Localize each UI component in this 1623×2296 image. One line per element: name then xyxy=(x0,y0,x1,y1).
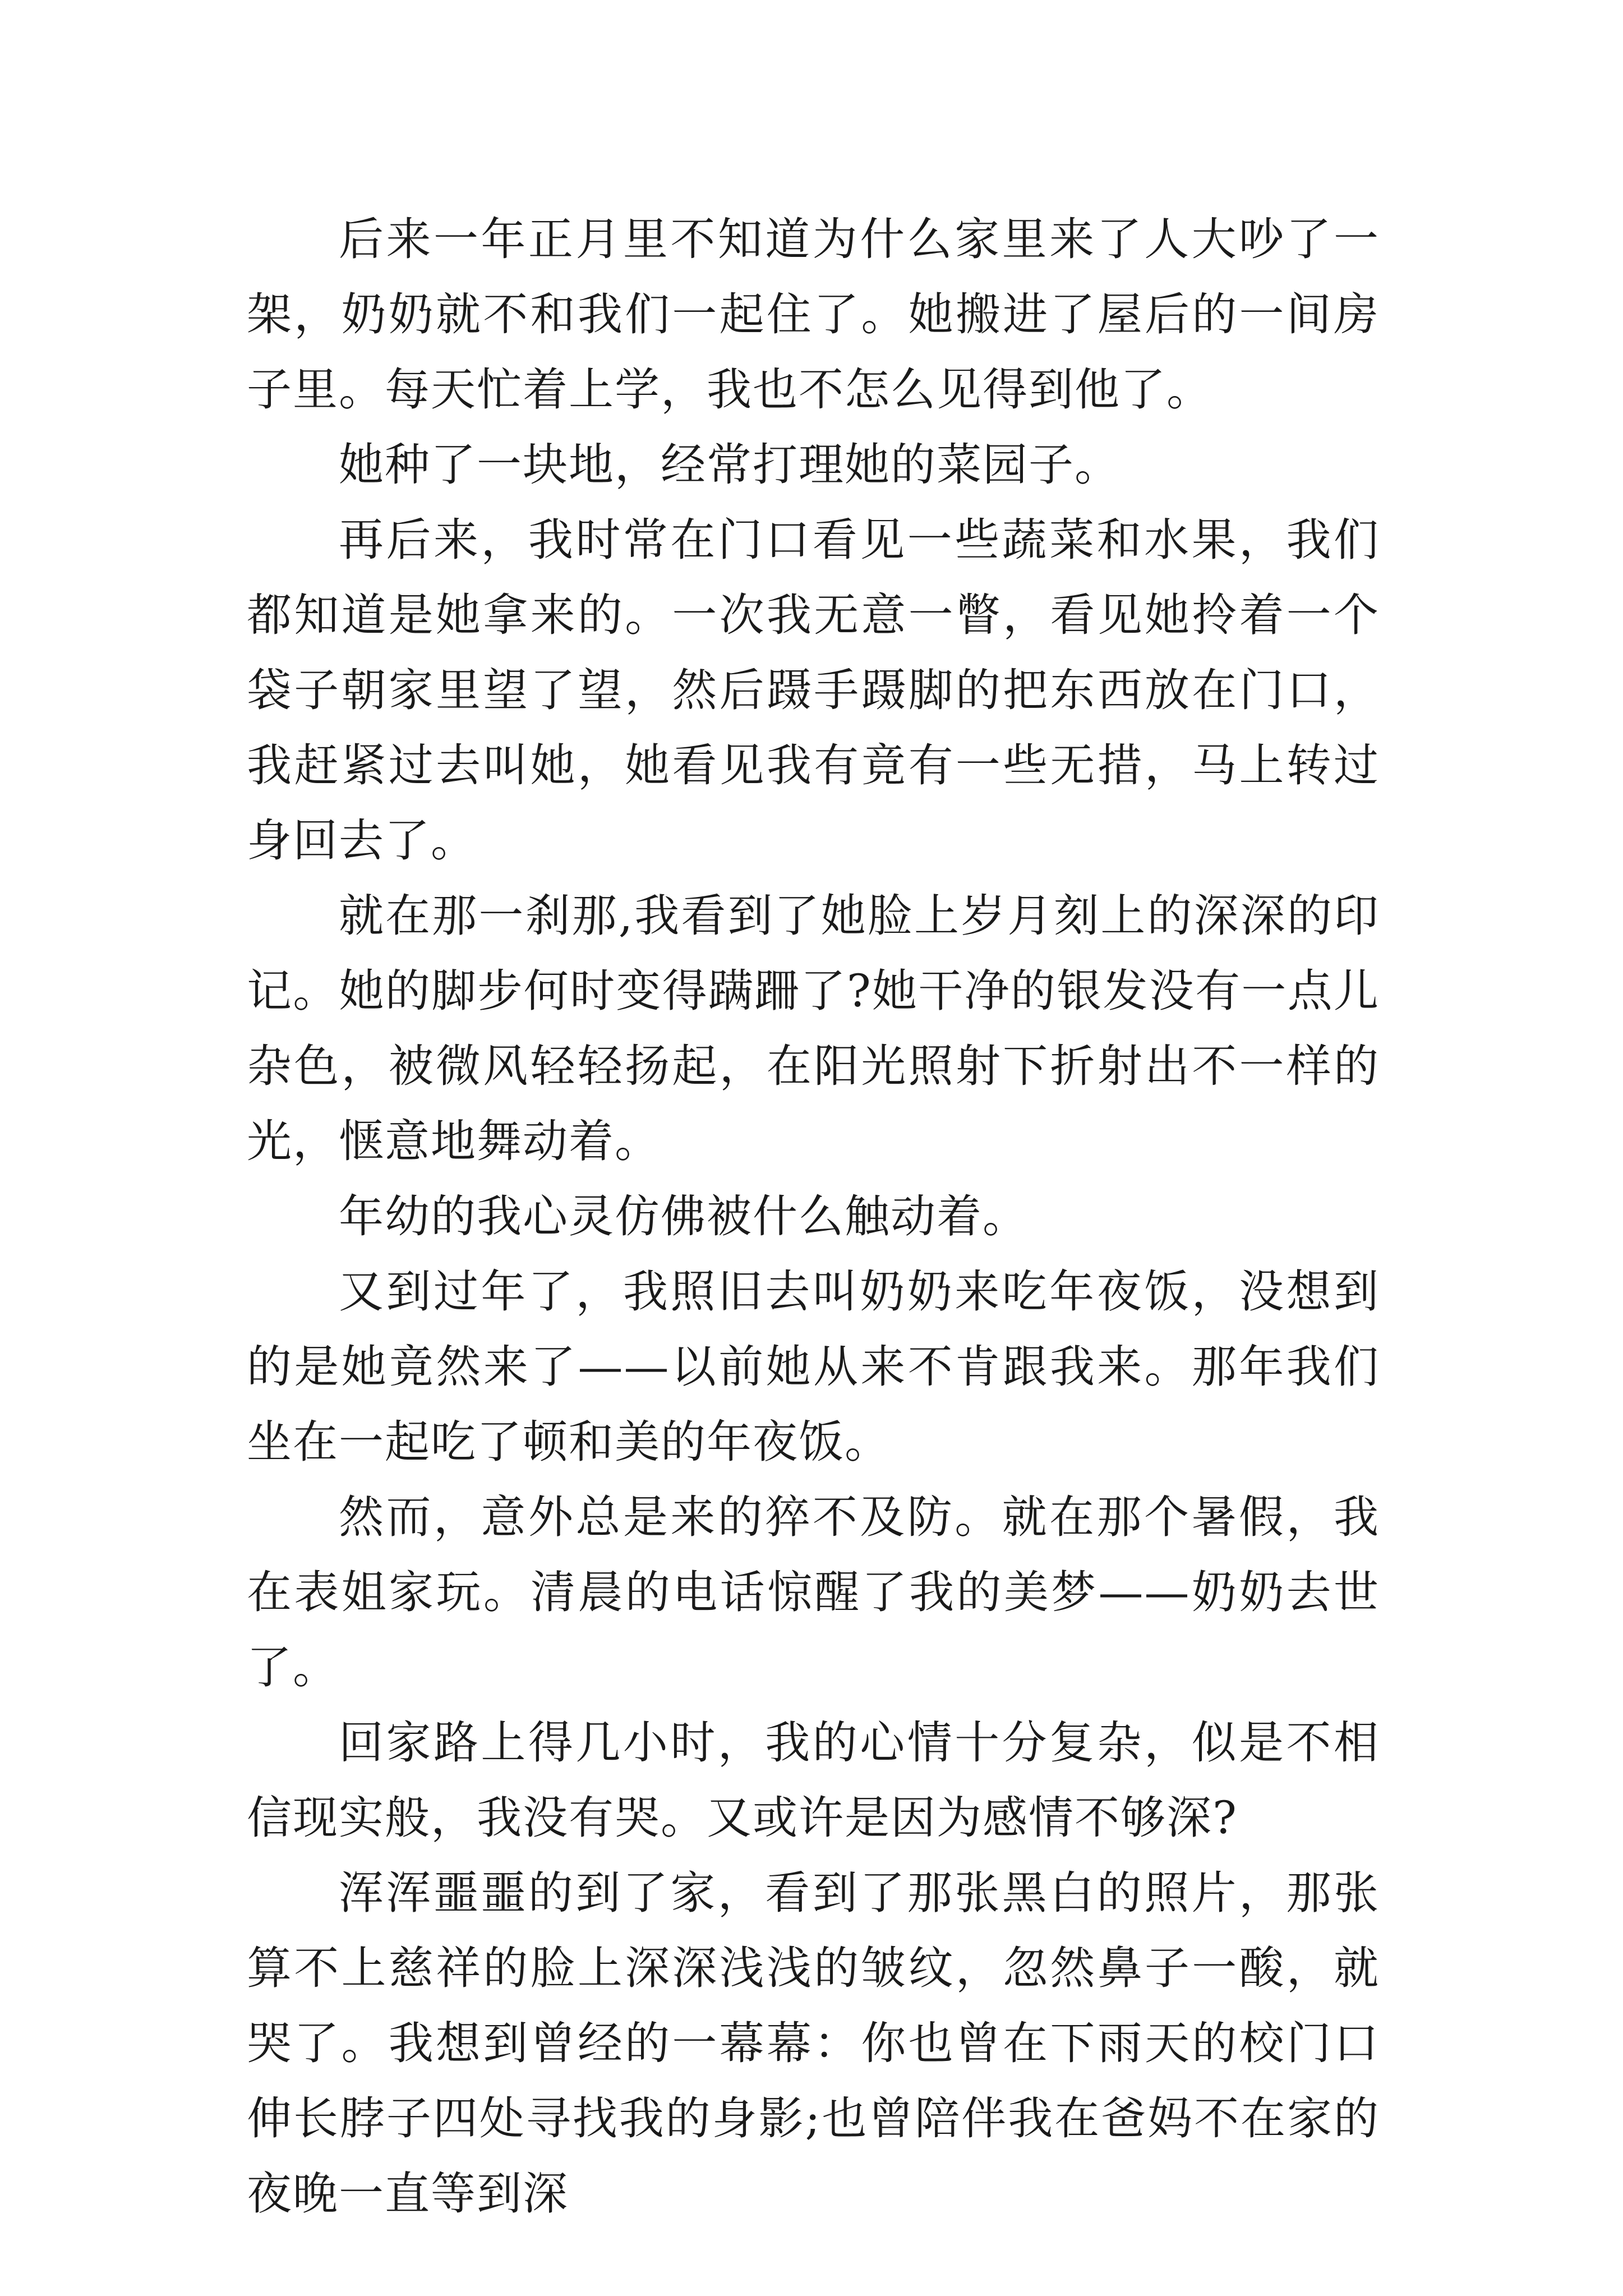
paragraph: 回家路上得几小时，我的心情十分复杂，似是不相信现实般，我没有哭。又或许是因为感情不够深? xyxy=(247,1717,1380,1844)
paragraph: 就在那一刹那,我看到了她脸上岁月刻上的深深的印记。她的脚步何时变得蹒跚了?她干净的银发没有一点儿杂色，被微风轻轻扬起，在阳光照射下折射出不一样的光，惬意地舞动着。 xyxy=(247,890,1380,1167)
paragraph: 然而，意外总是来的猝不及防。就在那个暑假，我在表姐家玩。清晨的电话惊醒了我的美梦——奶奶去世了。 xyxy=(247,1491,1380,1694)
paragraph: 又到过年了，我照旧去叫奶奶来吃年夜饭，没想到的是她竟然来了——以前她从来不肯跟我来。那年我们坐在一起吃了顿和美的年夜饭。 xyxy=(247,1266,1380,1468)
paragraph: 她种了一块地，经常打理她的菜园子。 xyxy=(339,439,1121,491)
paragraph: 再后来，我时常在门口看见一些蔬菜和水果，我们都知道是她拿来的。一次我无意一瞥，看见她拎着一个袋子朝家里望了望，然后蹑手蹑脚的把东西放在门口，我赶紧过去叫她，她看见我有竟有一些无措，马上转过身回去了。 xyxy=(247,514,1380,867)
document-body xyxy=(247,202,1380,2231)
paragraph: 年幼的我心灵仿佛被什么触动着。 xyxy=(339,1190,1029,1243)
paragraph: 后来一年正月里不知道为什么家里来了人大吵了一架，奶奶就不和我们一起住了。她搬进了屋后的一间房子里。每天忙着上学，我也不怎么见得到他了。 xyxy=(247,213,1380,416)
paragraph: 浑浑噩噩的到了家，看到了那张黑白的照片，那张算不上慈祥的脸上深深浅浅的皱纹，忽然鼻子一酸，就哭了。我想到曾经的一幕幕：你也曾在下雨天的校门口伸长脖子四处寻找我的身影;也曾陪伴我在爸妈不在家的夜晚一直等到深 xyxy=(247,1867,1380,2220)
